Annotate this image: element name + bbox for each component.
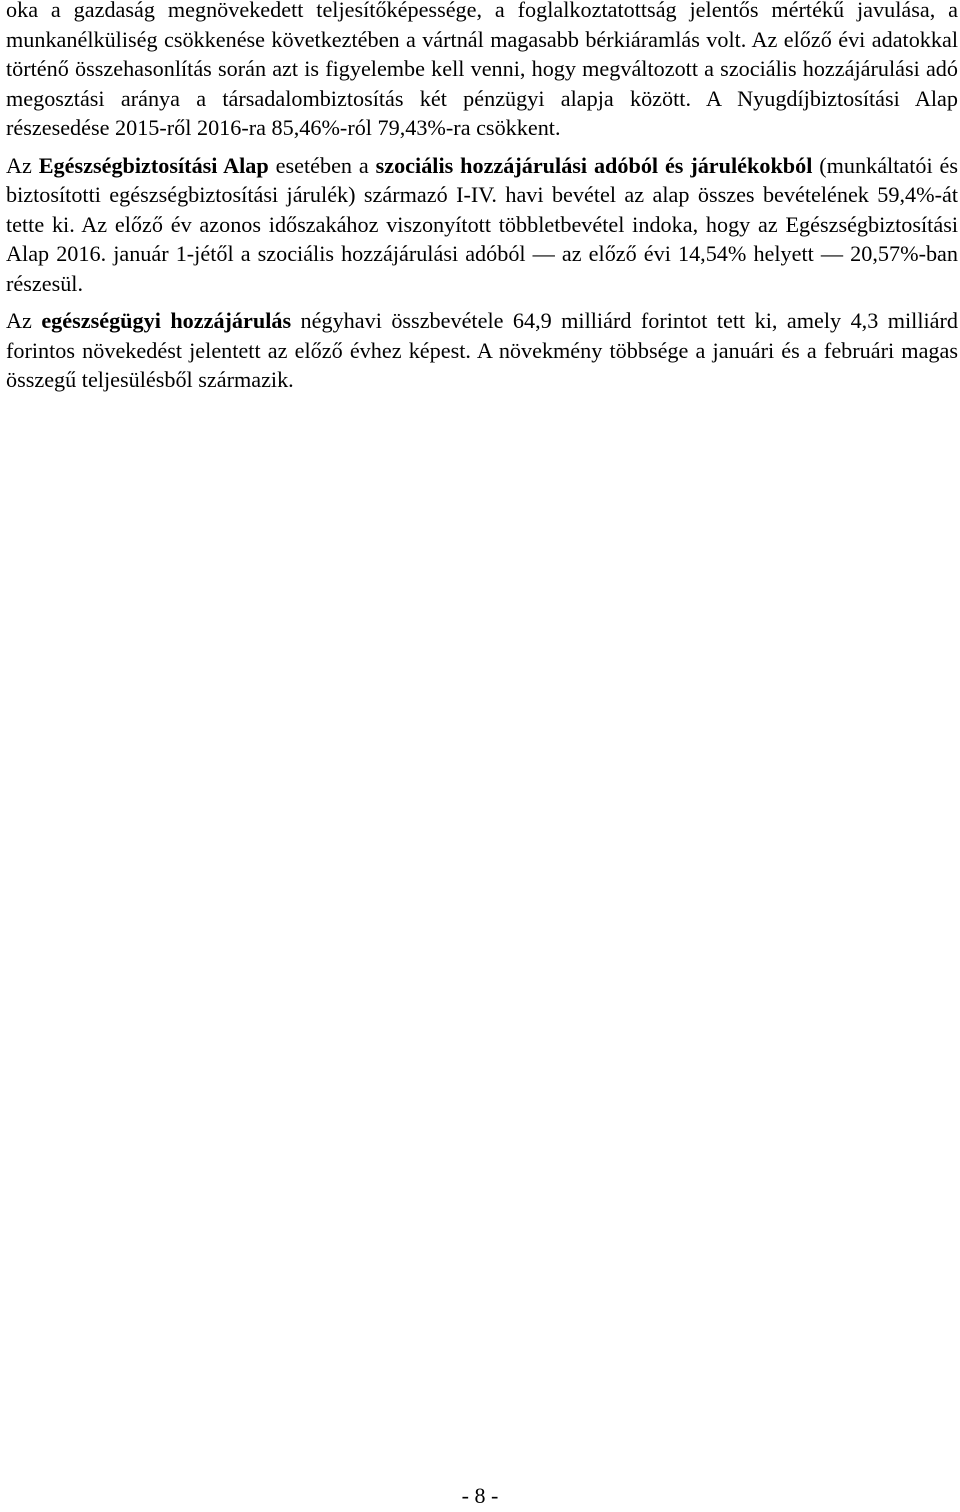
- paragraph-text: (munkáltatói és biztosítotti egészségbiztosítási járulék) származó I-IV. havi bevétel az alap összes bevételének 59,4%-át tette ki. Az előző év azonos időszakához viszonyított többletbevétel indoka, hogy az Egészségbiztosítási Alap 2016. január 1-jétől a szociális hozzájárulási adóból — az előző évi 14,54% helyett — 20,57%-ban részesül.: [6, 152, 959, 296]
- paragraph-text: Az: [6, 152, 39, 178]
- paragraph-text: négyhavi összbevétele 64,9 milliárd forintot tett ki, amely 4,3 milliárd forintos növekedést jelentett az előző évhez képest. A növekmény többsége a januári és a februári magas összegű teljesülésből származik.: [6, 308, 959, 392]
- paragraph-health-insurance-fund: [6, 151, 958, 299]
- emphasis-fund-name: Egészségbiztosítási Alap: [38, 152, 269, 178]
- paragraph-health-contribution: [6, 306, 958, 395]
- emphasis-health-contribution: egészségügyi hozzájárulás: [41, 308, 292, 333]
- document-body: [6, 0, 958, 395]
- paragraph-text: Az: [6, 308, 42, 333]
- paragraph-text: esetében a: [268, 152, 376, 178]
- paragraph-pension-fund: [6, 0, 958, 143]
- page-number: - 8 -: [461, 1483, 499, 1508]
- emphasis-revenue-source: szociális hozzájárulási adóból és járulékokból: [375, 152, 813, 178]
- paragraph-text: oka a gazdaság megnövekedett teljesítőképessége, a foglalkoztatottság jelentős mértékű javulása, a munkanélküliség csökkenése következtében a vártnál magasabb bérkiáramlás volt. Az előző évi adatokkal történő összehasonlítás során azt is figyelembe kell venni, hogy megváltozott a szociális hozzájárulási adó megosztási aránya a társadalombiztosítás két pénzügyi alapja között. A Nyugdíjbiztosítási Alap részesedése 2015-ről 2016-ra 85,46%-ról 79,43%-ra csökkent.: [6, 0, 958, 140]
